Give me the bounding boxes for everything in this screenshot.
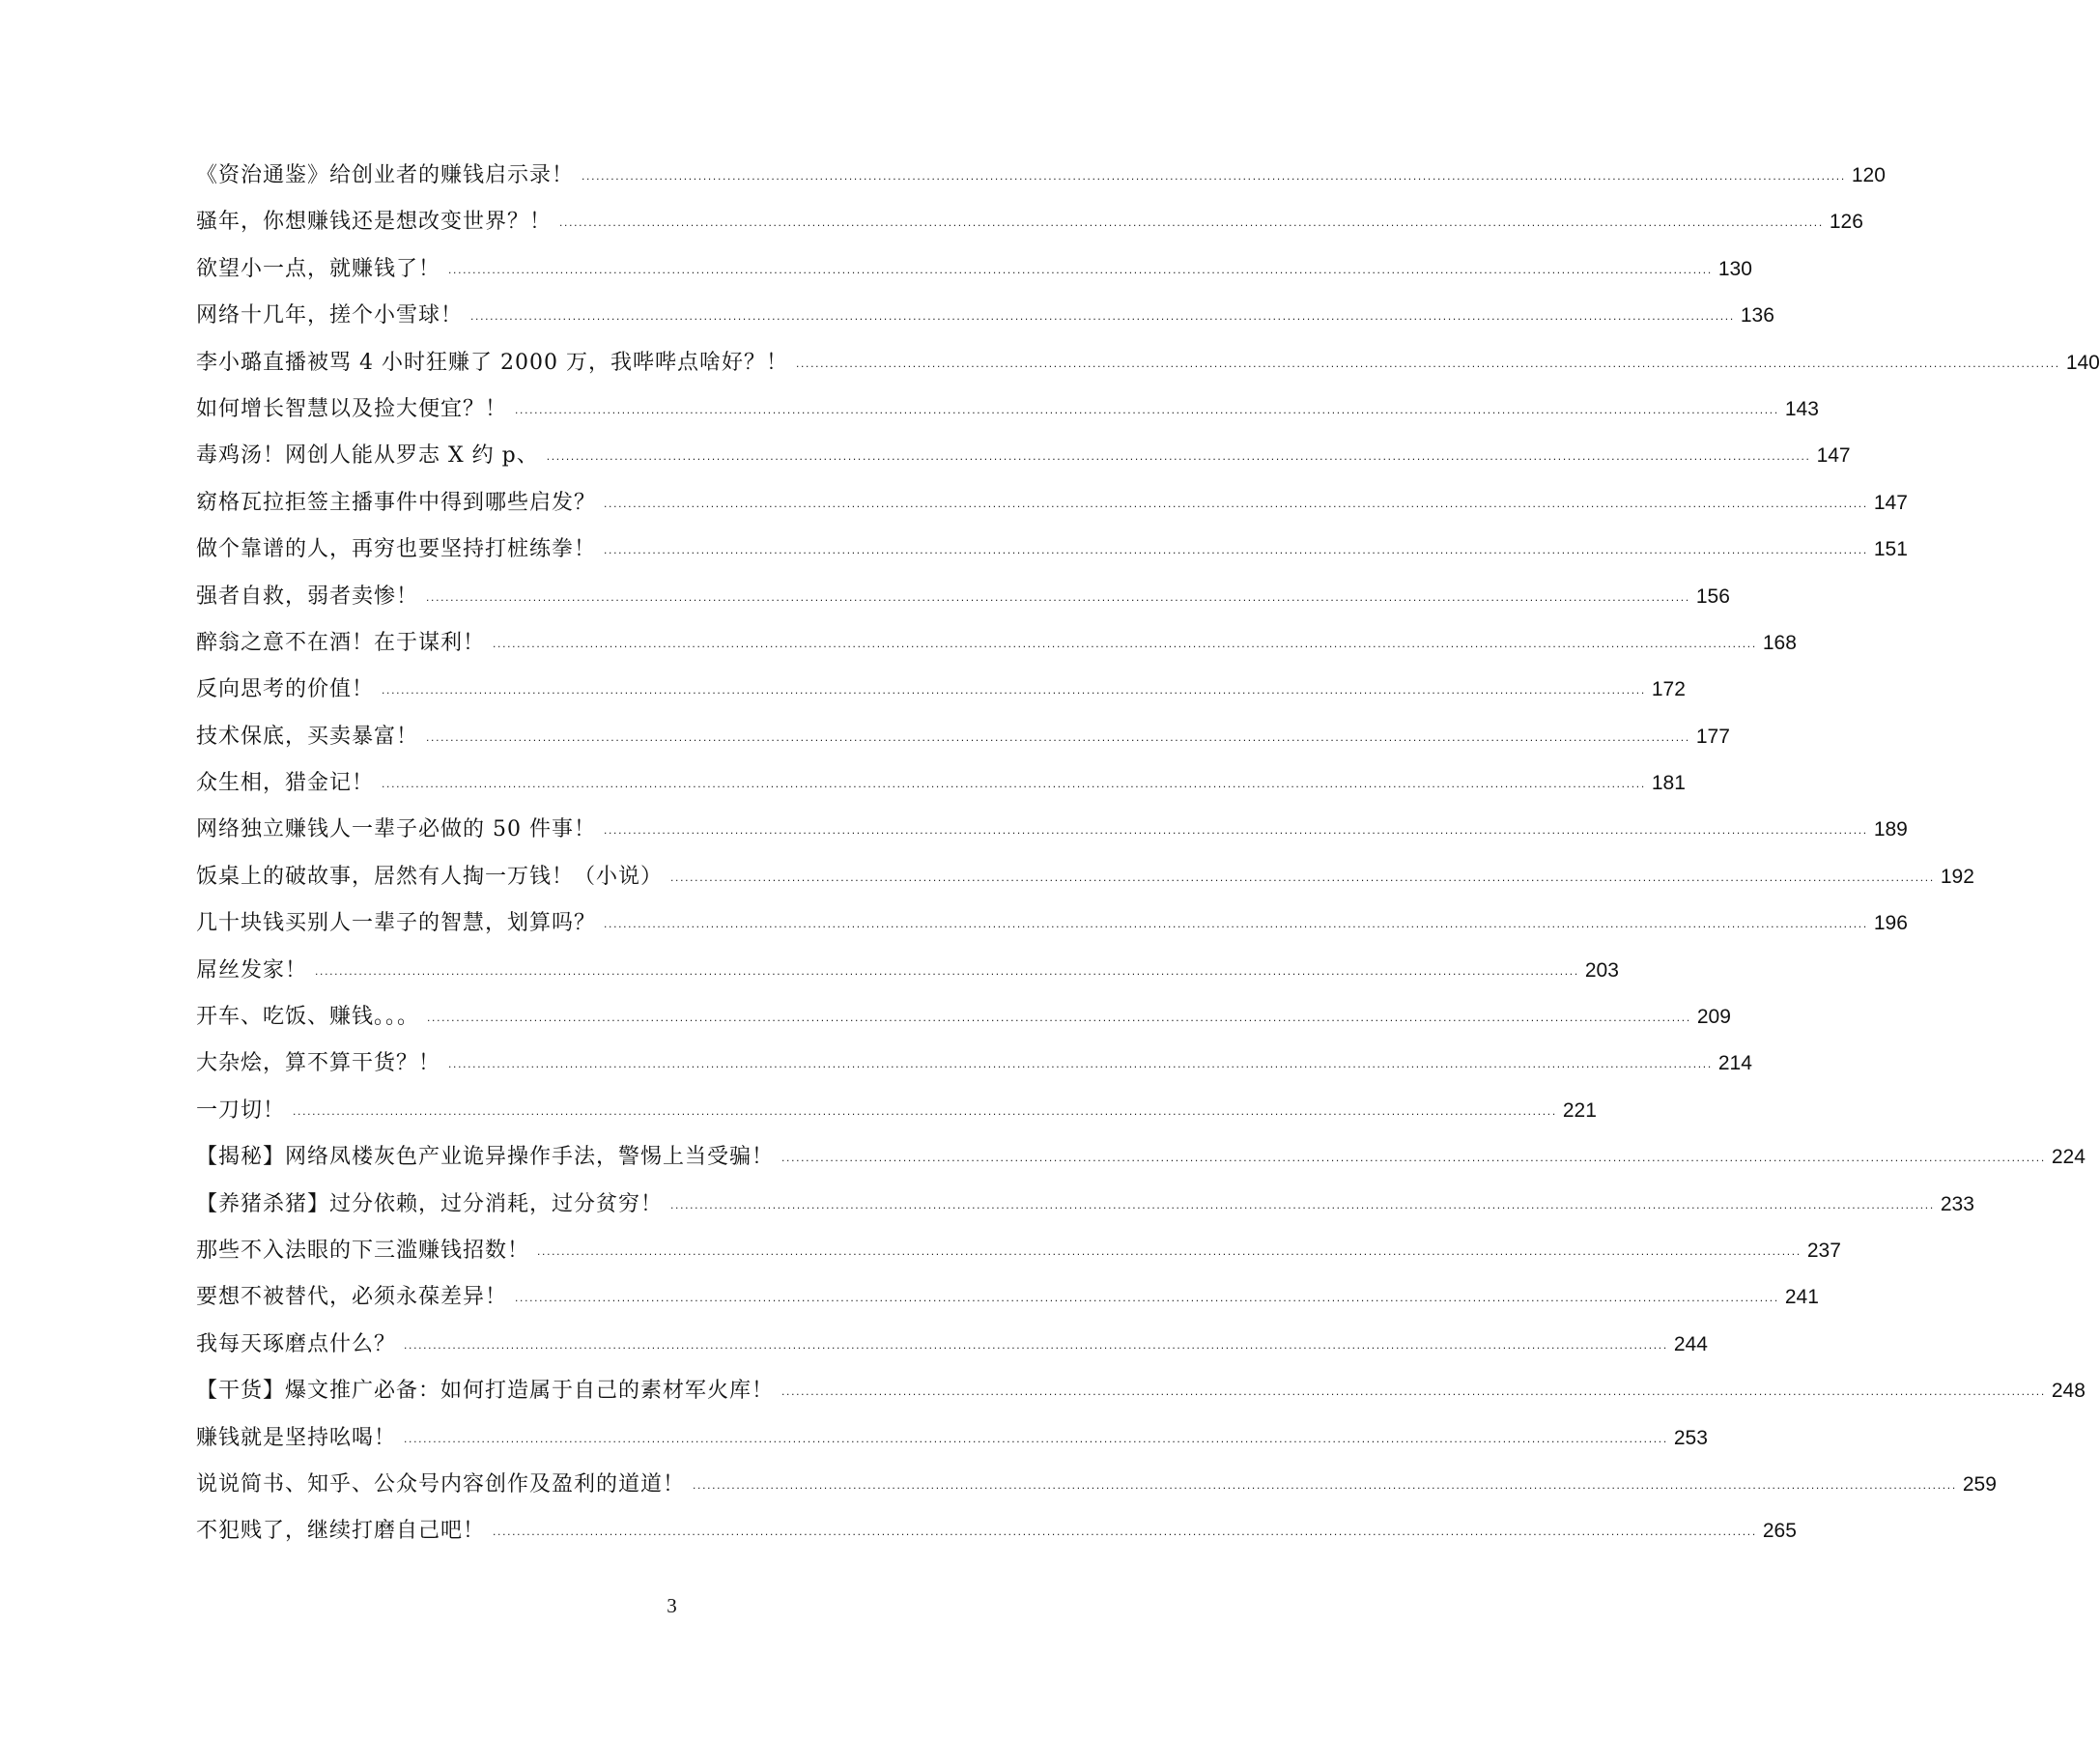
toc-dot-leader: .................................................................................................................................................................................................................................................................... <box>493 1525 1757 1539</box>
toc-entry-title[interactable]: 屌丝发家！ <box>196 957 308 983</box>
toc-entry-title[interactable]: 饭桌上的破故事，居然有人掏一万钱！（小说） <box>196 864 664 889</box>
toc-dot-leader: .................................................................................................................................................................................................................................................................... <box>470 309 1735 324</box>
toc-dot-leader: .................................................................................................................................................................................................................................................................... <box>382 683 1646 698</box>
toc-entry[interactable] <box>196 340 2100 386</box>
toc-entry[interactable] <box>196 527 1908 573</box>
toc-entry-title[interactable]: 骚年，你想赚钱还是想改变世界？！ <box>196 210 553 235</box>
toc-dot-leader: .................................................................................................................................................................................................................................................................... <box>493 636 1757 650</box>
toc-entry[interactable] <box>196 714 1730 760</box>
toc-dot-leader: .................................................................................................................................................................................................................................................................... <box>427 1011 1691 1025</box>
toc-entry[interactable] <box>196 199 1863 245</box>
toc-entry-page[interactable]: 209 <box>1696 1006 1731 1029</box>
toc-dot-leader: .................................................................................................................................................................................................................................................................... <box>604 917 1868 931</box>
toc-entry-title[interactable]: 众生相，猎金记！ <box>196 771 375 796</box>
toc-entry-title[interactable]: 醉翁之意不在酒！在于谋利！ <box>196 630 486 655</box>
toc-entry-page[interactable]: 143 <box>1784 397 1819 420</box>
toc-entry-page[interactable]: 253 <box>1673 1426 1708 1449</box>
toc-dot-leader: .................................................................................................................................................................................................................................................................... <box>315 963 1579 978</box>
toc-entry[interactable] <box>196 1228 1841 1274</box>
toc-entry[interactable] <box>196 153 1886 199</box>
toc-dot-leader: .................................................................................................................................................................................................................................................................... <box>603 823 1868 838</box>
toc-entry-page[interactable]: 136 <box>1740 304 1774 328</box>
toc-entry[interactable] <box>196 854 1974 900</box>
toc-entry-page[interactable]: 126 <box>1829 211 1863 234</box>
toc-entry-page[interactable]: 244 <box>1673 1332 1708 1355</box>
toc-entry-page[interactable]: 241 <box>1784 1286 1819 1309</box>
toc-entry-title[interactable]: 网络十几年，搓个小雪球！ <box>196 303 464 328</box>
toc-entry[interactable] <box>196 1508 1797 1554</box>
toc-dot-leader: .................................................................................................................................................................................................................................................................... <box>546 449 1811 464</box>
toc-entry-page[interactable]: 196 <box>1873 912 1908 935</box>
toc-entry[interactable] <box>196 948 1619 994</box>
toc-entry-title[interactable]: 做个靠谱的人，再穷也要坚持打桩练拳！ <box>196 537 597 562</box>
toc-entry-page[interactable]: 177 <box>1695 725 1730 748</box>
toc-entry-title[interactable]: 【干货】爆文推广必备：如何打造属于自己的素材军火库！ <box>196 1379 775 1404</box>
toc-dot-leader: .................................................................................................................................................................................................................................................................... <box>448 1057 1713 1071</box>
toc-entry[interactable] <box>196 246 1752 293</box>
toc-entry[interactable] <box>196 1274 1819 1321</box>
toc-dot-leader: .................................................................................................................................................................................................................................................................... <box>515 1291 1779 1305</box>
toc-entry-page[interactable]: 168 <box>1762 631 1797 654</box>
toc-entry[interactable] <box>196 620 1797 667</box>
toc-entry-page[interactable]: 259 <box>1962 1472 1997 1496</box>
toc-entry-title[interactable]: 【揭秘】网络凤楼灰色产业诡异操作手法，警惕上当受骗！ <box>196 1145 775 1170</box>
toc-entry-page[interactable]: 237 <box>1806 1239 1841 1262</box>
page-number: 3 <box>667 1594 677 1617</box>
toc-dot-leader: .................................................................................................................................................................................................................................................................... <box>382 777 1646 791</box>
toc-entry[interactable] <box>196 480 1908 527</box>
toc-dot-leader: .................................................................................................................................................................................................................................................................... <box>448 262 1713 276</box>
toc-dot-leader: .................................................................................................................................................................................................................................................................... <box>559 215 1824 230</box>
toc-entry[interactable] <box>196 293 1774 339</box>
toc-entry[interactable] <box>196 1041 1752 1087</box>
toc-entry-title[interactable]: 反向思考的价值！ <box>196 677 375 702</box>
toc-entry-page[interactable]: 192 <box>1940 865 1974 888</box>
toc-dot-leader: .................................................................................................................................................................................................................................................................... <box>781 1384 2046 1399</box>
toc-entry-title[interactable]: 那些不入法眼的下三滥赚钱招数！ <box>196 1238 530 1263</box>
toc-dot-leader: .................................................................................................................................................................................................................................................................... <box>781 1151 2046 1165</box>
toc-entry-page[interactable]: 221 <box>1562 1098 1597 1122</box>
toc-entry-title[interactable]: 几十块钱买别人一辈子的智慧，划算吗？ <box>196 911 597 936</box>
toc-entry-page[interactable]: 120 <box>1851 164 1886 186</box>
toc-entry-title[interactable]: 要想不被替代，必须永葆差异！ <box>196 1285 508 1310</box>
toc-entry[interactable] <box>196 900 1908 947</box>
toc-entry[interactable] <box>196 1322 1708 1368</box>
toc-dot-leader: .................................................................................................................................................................................................................................................................... <box>670 870 1935 884</box>
toc-entry-title[interactable]: 李小璐直播被骂 4 小时狂赚了 2000 万，我哔哔点啥好？！ <box>196 350 788 375</box>
toc-entry-page[interactable]: 181 <box>1651 772 1686 795</box>
toc-entry-page[interactable]: 130 <box>1717 257 1752 280</box>
toc-entry[interactable] <box>196 807 1908 853</box>
toc-entry-page[interactable]: 147 <box>1873 491 1908 514</box>
toc-entry-title[interactable]: 【养猪杀猪】过分依赖，过分消耗，过分贫穷！ <box>196 1191 664 1216</box>
toc-entry-title[interactable]: 赚钱就是坚持吆喝！ <box>196 1425 397 1450</box>
toc-entry[interactable] <box>196 574 1730 620</box>
toc-entry-page[interactable]: 147 <box>1816 444 1851 468</box>
toc-entry-title[interactable]: 大杂烩，算不算干货？！ <box>196 1051 441 1076</box>
toc-entry[interactable] <box>196 760 1686 807</box>
toc-entry-title[interactable]: 技术保底，买卖暴富！ <box>196 724 419 749</box>
toc-entry[interactable] <box>196 1368 2086 1414</box>
toc-entry-title[interactable]: 《资治通鉴》给创业者的赚钱启示录！ <box>196 163 575 187</box>
toc-entry-page[interactable]: 156 <box>1695 584 1730 608</box>
toc-entry-title[interactable]: 如何增长智慧以及捡大便宜？！ <box>196 396 508 421</box>
toc-entry[interactable] <box>196 994 1731 1041</box>
toc-entry-title[interactable]: 网络独立赚钱人一辈子必做的 50 件事！ <box>196 817 596 842</box>
toc-entry-title[interactable]: 我每天琢磨点什么？ <box>196 1331 397 1356</box>
toc-entry[interactable] <box>196 1182 1974 1228</box>
toc-entry-title[interactable]: 不犯贱了，继续打磨自己吧！ <box>196 1519 486 1544</box>
toc-entry-page[interactable]: 224 <box>2051 1146 2086 1169</box>
toc-entry[interactable] <box>196 1415 1708 1462</box>
toc-dot-leader: .................................................................................................................................................................................................................................................................... <box>515 402 1779 416</box>
toc-dot-leader: .................................................................................................................................................................................................................................................................... <box>582 169 1846 183</box>
toc-dot-leader: .................................................................................................................................................................................................................................................................... <box>537 1243 1802 1258</box>
table-of-contents <box>196 153 2100 1555</box>
toc-dot-leader: .................................................................................................................................................................................................................................................................... <box>604 496 1868 510</box>
toc-entry-title[interactable]: 开车、吃饭、赚钱。。。 <box>196 1005 420 1030</box>
toc-entry-page[interactable]: 172 <box>1651 678 1686 701</box>
toc-entry[interactable] <box>196 1088 1597 1134</box>
toc-entry-page[interactable]: 265 <box>1762 1520 1797 1543</box>
toc-entry-page[interactable]: 189 <box>1873 818 1908 841</box>
toc-dot-leader: .................................................................................................................................................................................................................................................................... <box>693 1477 1957 1492</box>
toc-entry[interactable] <box>196 433 1851 479</box>
toc-entry-title[interactable]: 一刀切！ <box>196 1098 286 1123</box>
toc-dot-leader: .................................................................................................................................................................................................................................................................... <box>293 1103 1557 1118</box>
toc-entry-page[interactable]: 140 <box>2065 351 2100 374</box>
toc-dot-leader: .................................................................................................................................................................................................................................................................... <box>426 729 1690 744</box>
toc-entry-page[interactable]: 233 <box>1940 1192 1974 1215</box>
toc-dot-leader: .................................................................................................................................................................................................................................................................... <box>404 1337 1668 1352</box>
toc-entry[interactable] <box>196 386 1819 433</box>
toc-entry[interactable] <box>196 1462 1997 1508</box>
toc-entry-title[interactable]: 说说简书、知乎、公众号内容创作及盈利的道道！ <box>196 1471 686 1497</box>
toc-entry-page[interactable]: 214 <box>1717 1052 1752 1075</box>
toc-entry-page[interactable]: 151 <box>1873 538 1908 561</box>
toc-entry[interactable] <box>196 667 1686 713</box>
toc-dot-leader: .................................................................................................................................................................................................................................................................... <box>404 1431 1668 1445</box>
toc-dot-leader: .................................................................................................................................................................................................................................................................... <box>604 543 1868 557</box>
toc-entry[interactable] <box>196 1134 2086 1181</box>
toc-entry-title[interactable]: 窈格瓦拉拒签主播事件中得到哪些启发？ <box>196 490 597 515</box>
toc-dot-leader: .................................................................................................................................................................................................................................................................... <box>426 589 1690 604</box>
toc-entry-page[interactable]: 203 <box>1584 958 1619 982</box>
toc-entry-title[interactable]: 欲望小一点，就赚钱了！ <box>196 256 441 281</box>
toc-dot-leader: .................................................................................................................................................................................................................................................................... <box>795 356 2060 370</box>
toc-entry-title[interactable]: 强者自救，弱者卖惨！ <box>196 584 419 609</box>
toc-entry-page[interactable]: 248 <box>2051 1380 2086 1403</box>
toc-dot-leader: .................................................................................................................................................................................................................................................................... <box>670 1197 1935 1212</box>
toc-entry-title[interactable]: 毒鸡汤！网创人能从罗志 X 约 p、 <box>196 443 539 469</box>
